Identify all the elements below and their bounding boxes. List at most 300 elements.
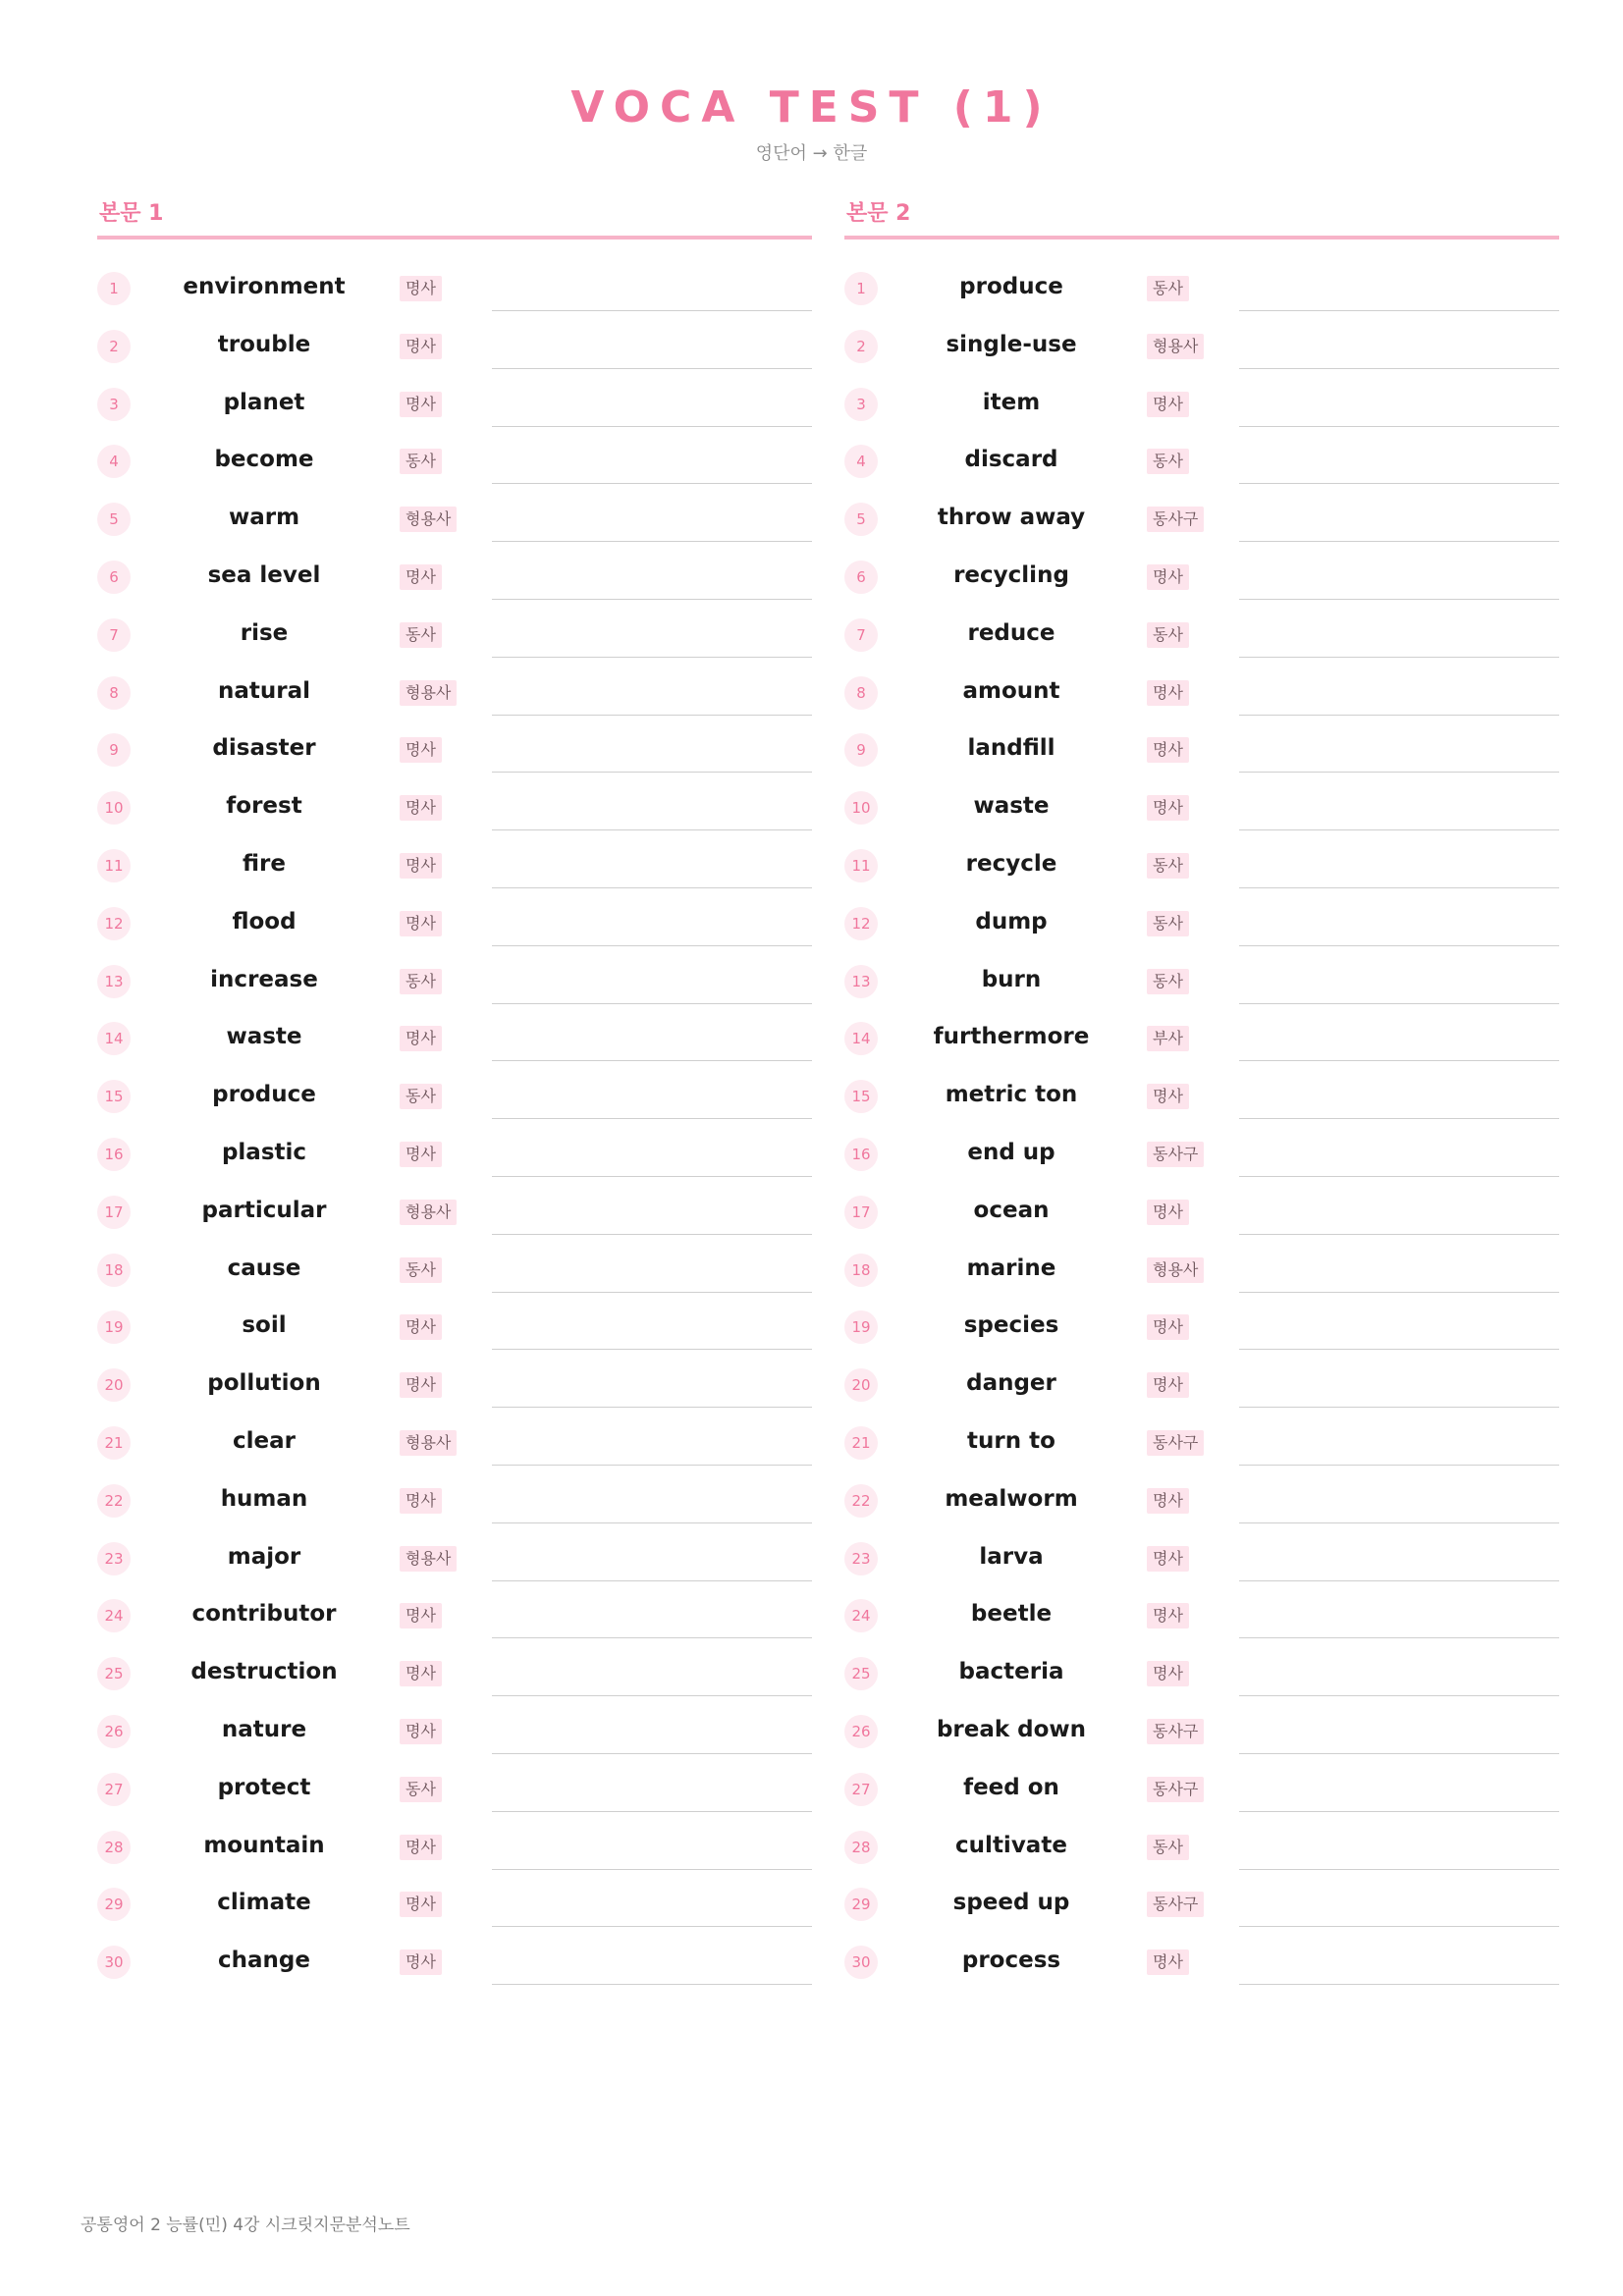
part-of-speech-badge: 부사	[1147, 1026, 1189, 1051]
list-item	[844, 1531, 1559, 1589]
item-number: 11	[844, 849, 878, 882]
list-item	[97, 492, 812, 550]
list-item	[844, 954, 1559, 1012]
list-item	[97, 1300, 812, 1358]
vocab-word: break down	[936, 1716, 1087, 1742]
vocab-word: dump	[975, 908, 1048, 934]
part-of-speech-badge: 명사	[400, 334, 442, 359]
list-item	[97, 1762, 812, 1820]
vocab-word: marine	[966, 1255, 1056, 1281]
item-number: 12	[97, 907, 131, 940]
vocab-word: reduce	[967, 619, 1055, 646]
answer-line[interactable]	[492, 945, 812, 946]
word-list	[844, 261, 1559, 1993]
list-item	[844, 838, 1559, 896]
list-item	[844, 492, 1559, 550]
vocab-word: single-use	[946, 331, 1077, 357]
item-number: 24	[844, 1599, 878, 1632]
item-number: 28	[97, 1831, 131, 1864]
answer-line[interactable]	[1239, 1984, 1559, 1985]
section-2	[844, 196, 1559, 1993]
answer-line[interactable]	[492, 1926, 812, 1927]
item-number: 16	[97, 1138, 131, 1171]
page-header	[0, 79, 1623, 165]
item-number: 10	[97, 791, 131, 825]
answer-line[interactable]	[1239, 368, 1559, 369]
list-item	[97, 377, 812, 435]
section-1	[97, 196, 812, 1993]
part-of-speech-badge: 명사	[400, 564, 442, 590]
answer-line[interactable]	[492, 541, 812, 542]
list-item	[844, 1588, 1559, 1646]
item-number: 3	[97, 388, 131, 421]
list-item	[97, 1531, 812, 1589]
part-of-speech-badge: 동사	[1147, 1835, 1189, 1860]
list-item	[844, 1762, 1559, 1820]
list-item	[844, 722, 1559, 780]
answer-line[interactable]	[1239, 1637, 1559, 1638]
item-number: 22	[97, 1484, 131, 1518]
part-of-speech-badge: 동사구	[1147, 1719, 1204, 1744]
answer-line[interactable]	[1239, 310, 1559, 311]
part-of-speech-badge: 명사	[400, 1488, 442, 1514]
item-number: 17	[97, 1196, 131, 1229]
part-of-speech-badge: 명사	[400, 1949, 442, 1975]
vocab-word: human	[220, 1485, 308, 1512]
part-of-speech-badge: 동사	[400, 969, 442, 994]
list-item	[844, 1820, 1559, 1878]
answer-line[interactable]	[1239, 426, 1559, 427]
vocab-word: fire	[243, 850, 286, 877]
list-item	[844, 1127, 1559, 1185]
list-item	[97, 1415, 812, 1473]
part-of-speech-badge: 동사구	[1147, 1430, 1204, 1456]
vocab-word: furthermore	[933, 1024, 1090, 1050]
item-number: 25	[97, 1657, 131, 1690]
vocab-word: forest	[226, 793, 302, 820]
vocab-word: increase	[210, 966, 318, 992]
list-item	[844, 319, 1559, 377]
answer-line[interactable]	[492, 1292, 812, 1293]
part-of-speech-badge: 명사	[1147, 392, 1189, 417]
item-number: 12	[844, 907, 878, 940]
part-of-speech-badge: 명사	[1147, 1488, 1189, 1514]
vocab-word: process	[961, 1948, 1061, 1974]
vocab-word: produce	[212, 1082, 316, 1108]
part-of-speech-badge: 명사	[400, 1892, 442, 1917]
vocab-word: landfill	[967, 735, 1055, 762]
answer-line[interactable]	[1239, 1811, 1559, 1812]
section-title: 본문 2	[844, 196, 1559, 240]
vocab-word: feed on	[963, 1774, 1059, 1800]
list-item	[97, 1935, 812, 1993]
answer-line[interactable]	[492, 1811, 812, 1812]
vocab-word: protect	[217, 1774, 311, 1800]
list-item	[97, 319, 812, 377]
part-of-speech-badge: 동사구	[1147, 1142, 1204, 1167]
part-of-speech-badge: 명사	[1147, 1546, 1189, 1572]
item-number: 2	[844, 330, 878, 363]
answer-line[interactable]	[1239, 1522, 1559, 1523]
part-of-speech-badge: 명사	[400, 1719, 442, 1744]
vocab-word: recycle	[965, 850, 1057, 877]
vocab-word: end up	[967, 1139, 1055, 1165]
part-of-speech-badge: 동사	[1147, 622, 1189, 648]
item-number: 2	[97, 330, 131, 363]
list-item	[97, 608, 812, 666]
answer-line[interactable]	[1239, 1234, 1559, 1235]
part-of-speech-badge: 형용사	[400, 1546, 457, 1572]
list-item	[844, 1011, 1559, 1069]
part-of-speech-badge: 명사	[1147, 564, 1189, 590]
list-item	[844, 666, 1559, 723]
vocab-word: flood	[232, 908, 297, 934]
answer-line[interactable]	[492, 1349, 812, 1350]
part-of-speech-badge: 명사	[400, 1026, 442, 1051]
answer-line[interactable]	[1239, 829, 1559, 830]
part-of-speech-badge: 명사	[400, 392, 442, 417]
vocab-word: trouble	[217, 331, 311, 357]
item-number: 4	[844, 445, 878, 478]
part-of-speech-badge: 명사	[1147, 1084, 1189, 1109]
answer-line[interactable]	[1239, 1060, 1559, 1061]
answer-line[interactable]	[1239, 1003, 1559, 1004]
item-number: 15	[844, 1080, 878, 1113]
footer-text: 공통영어 2 능률(민) 4강 시크릿지문분석노트	[81, 2216, 410, 2235]
item-number: 15	[97, 1080, 131, 1113]
list-item	[97, 1185, 812, 1243]
answer-line[interactable]	[492, 1176, 812, 1177]
answer-line[interactable]	[1239, 483, 1559, 484]
answer-line[interactable]	[492, 1695, 812, 1696]
vocab-word: climate	[217, 1890, 311, 1916]
item-number: 13	[97, 965, 131, 998]
item-number: 17	[844, 1196, 878, 1229]
part-of-speech-badge: 동사구	[1147, 1777, 1204, 1802]
vocab-word: clear	[233, 1427, 296, 1454]
part-of-speech-badge: 동사구	[1147, 1892, 1204, 1917]
list-item	[97, 1704, 812, 1762]
part-of-speech-badge: 명사	[400, 1372, 442, 1398]
part-of-speech-badge: 형용사	[400, 507, 457, 532]
vocab-word: amount	[962, 677, 1060, 704]
answer-line[interactable]	[492, 1234, 812, 1235]
item-number: 6	[844, 561, 878, 594]
vocab-word: species	[963, 1312, 1059, 1339]
answer-line[interactable]	[1239, 657, 1559, 658]
list-item	[97, 1646, 812, 1704]
vocab-word: item	[982, 389, 1041, 415]
vocab-word: become	[214, 447, 314, 473]
section-title: 본문 1	[97, 196, 812, 240]
vocab-word: throw away	[937, 505, 1086, 531]
answer-line[interactable]	[492, 599, 812, 600]
list-item	[844, 1877, 1559, 1935]
list-item	[97, 1877, 812, 1935]
part-of-speech-badge: 명사	[400, 276, 442, 301]
list-item	[844, 608, 1559, 666]
answer-line[interactable]	[1239, 599, 1559, 600]
item-number: 11	[97, 849, 131, 882]
list-item	[97, 1127, 812, 1185]
list-item	[844, 896, 1559, 954]
part-of-speech-badge: 형용사	[1147, 334, 1204, 359]
item-number: 22	[844, 1484, 878, 1518]
part-of-speech-badge: 명사	[400, 1603, 442, 1629]
vocab-word: danger	[966, 1370, 1056, 1397]
answer-line[interactable]	[1239, 1695, 1559, 1696]
answer-line[interactable]	[1239, 1465, 1559, 1466]
vocab-word: mealworm	[945, 1485, 1078, 1512]
list-item	[97, 666, 812, 723]
part-of-speech-badge: 명사	[1147, 680, 1189, 706]
part-of-speech-badge: 명사	[400, 911, 442, 936]
list-item	[844, 550, 1559, 608]
item-number: 14	[97, 1022, 131, 1055]
part-of-speech-badge: 명사	[400, 795, 442, 821]
vocab-word: cause	[227, 1255, 301, 1281]
answer-line[interactable]	[492, 1869, 812, 1870]
part-of-speech-badge: 동사	[1147, 911, 1189, 936]
part-of-speech-badge: 명사	[1147, 1372, 1189, 1398]
part-of-speech-badge: 동사	[400, 1777, 442, 1802]
answer-line[interactable]	[1239, 772, 1559, 773]
list-item	[844, 1300, 1559, 1358]
item-number: 30	[844, 1946, 878, 1979]
answer-line[interactable]	[492, 426, 812, 427]
answer-line[interactable]	[492, 1580, 812, 1581]
vocab-word: sea level	[207, 561, 321, 588]
part-of-speech-badge: 명사	[1147, 1949, 1189, 1975]
answer-line[interactable]	[492, 1060, 812, 1061]
vocab-word: mountain	[203, 1832, 325, 1858]
vocab-word: speed up	[952, 1890, 1070, 1916]
part-of-speech-badge: 명사	[400, 853, 442, 879]
vocab-word: produce	[959, 274, 1063, 299]
list-item	[97, 261, 812, 319]
answer-line[interactable]	[1239, 715, 1559, 716]
list-item	[844, 1415, 1559, 1473]
list-item	[97, 1588, 812, 1646]
item-number: 7	[97, 618, 131, 652]
vocab-word: particular	[201, 1197, 327, 1223]
part-of-speech-badge: 형용사	[1147, 1257, 1204, 1283]
item-number: 3	[844, 388, 878, 421]
item-number: 9	[844, 733, 878, 767]
item-number: 21	[844, 1426, 878, 1460]
part-of-speech-badge: 명사	[400, 737, 442, 763]
vocab-word: disaster	[212, 735, 316, 762]
list-item	[844, 1069, 1559, 1127]
list-item	[97, 838, 812, 896]
list-item	[97, 1011, 812, 1069]
item-number: 18	[844, 1254, 878, 1287]
answer-line[interactable]	[1239, 1926, 1559, 1927]
answer-line[interactable]	[492, 887, 812, 888]
item-number: 25	[844, 1657, 878, 1690]
list-item	[97, 954, 812, 1012]
item-number: 28	[844, 1831, 878, 1864]
vocab-word: burn	[981, 966, 1042, 992]
list-item	[97, 550, 812, 608]
answer-line[interactable]	[1239, 1349, 1559, 1350]
part-of-speech-badge: 형용사	[400, 680, 457, 706]
answer-line[interactable]	[492, 1003, 812, 1004]
item-number: 4	[97, 445, 131, 478]
vocab-word: warm	[228, 505, 300, 531]
vocab-word: plastic	[221, 1139, 307, 1165]
answer-line[interactable]	[492, 368, 812, 369]
item-number: 6	[97, 561, 131, 594]
vocab-word: waste	[973, 793, 1050, 820]
answer-line[interactable]	[492, 715, 812, 716]
vocab-word: major	[227, 1543, 301, 1570]
vocab-word: discard	[964, 447, 1058, 473]
item-number: 1	[97, 272, 131, 305]
list-item	[97, 1358, 812, 1415]
list-item	[844, 1185, 1559, 1243]
part-of-speech-badge: 명사	[1147, 1314, 1189, 1340]
part-of-speech-badge: 명사	[1147, 795, 1189, 821]
answer-line[interactable]	[492, 772, 812, 773]
list-item	[844, 1935, 1559, 1993]
item-number: 18	[97, 1254, 131, 1287]
vocab-word: rise	[240, 619, 289, 646]
vocab-word: contributor	[191, 1601, 337, 1628]
part-of-speech-badge: 명사	[400, 1142, 442, 1167]
item-number: 7	[844, 618, 878, 652]
item-number: 21	[97, 1426, 131, 1460]
item-number: 27	[97, 1773, 131, 1806]
answer-line[interactable]	[1239, 1118, 1559, 1119]
item-number: 30	[97, 1946, 131, 1979]
vocab-word: natural	[217, 677, 310, 704]
list-item	[844, 1646, 1559, 1704]
word-list	[97, 261, 812, 1993]
item-number: 26	[844, 1715, 878, 1748]
part-of-speech-badge: 동사	[1147, 449, 1189, 474]
answer-line[interactable]	[492, 1522, 812, 1523]
answer-line[interactable]	[1239, 1292, 1559, 1293]
answer-line[interactable]	[1239, 1869, 1559, 1870]
item-number: 20	[844, 1368, 878, 1402]
part-of-speech-badge: 동사구	[1147, 507, 1204, 532]
answer-line[interactable]	[492, 1465, 812, 1466]
list-item	[844, 261, 1559, 319]
item-number: 19	[97, 1310, 131, 1344]
list-item	[844, 1358, 1559, 1415]
list-item	[844, 377, 1559, 435]
part-of-speech-badge: 형용사	[400, 1430, 457, 1456]
answer-line[interactable]	[492, 829, 812, 830]
item-number: 26	[97, 1715, 131, 1748]
item-number: 24	[97, 1599, 131, 1632]
answer-line[interactable]	[492, 310, 812, 311]
answer-line[interactable]	[1239, 1176, 1559, 1177]
list-item	[97, 780, 812, 838]
answer-line[interactable]	[1239, 887, 1559, 888]
page-title: VOCA TEST (1)	[570, 82, 1053, 133]
answer-line[interactable]	[1239, 1580, 1559, 1581]
list-item	[844, 434, 1559, 492]
answer-line[interactable]	[492, 1753, 812, 1754]
item-number: 23	[97, 1542, 131, 1575]
item-number: 13	[844, 965, 878, 998]
vocab-word: recycling	[953, 561, 1069, 588]
part-of-speech-badge: 동사	[1147, 969, 1189, 994]
vocab-word: soil	[242, 1312, 287, 1339]
item-number: 5	[97, 503, 131, 536]
part-of-speech-badge: 동사	[400, 1084, 442, 1109]
vocab-word: turn to	[967, 1427, 1055, 1454]
item-number: 29	[97, 1888, 131, 1921]
item-number: 27	[844, 1773, 878, 1806]
part-of-speech-badge: 동사	[400, 622, 442, 648]
vocab-word: nature	[221, 1716, 307, 1742]
list-item	[844, 1704, 1559, 1762]
answer-line[interactable]	[492, 657, 812, 658]
list-item	[97, 1820, 812, 1878]
item-number: 8	[844, 676, 878, 710]
list-item	[97, 1069, 812, 1127]
vocab-word: cultivate	[955, 1832, 1067, 1858]
item-number: 29	[844, 1888, 878, 1921]
part-of-speech-badge: 동사	[400, 1257, 442, 1283]
part-of-speech-badge: 형용사	[400, 1200, 457, 1225]
list-item	[844, 780, 1559, 838]
item-number: 5	[844, 503, 878, 536]
answer-line[interactable]	[492, 1118, 812, 1119]
part-of-speech-badge: 명사	[400, 1835, 442, 1860]
vocab-word: metric ton	[945, 1082, 1078, 1108]
answer-line[interactable]	[492, 1407, 812, 1408]
list-item	[844, 1243, 1559, 1301]
answer-line[interactable]	[492, 1637, 812, 1638]
vocab-word: pollution	[207, 1370, 321, 1397]
item-number: 23	[844, 1542, 878, 1575]
answer-line[interactable]	[1239, 1407, 1559, 1408]
vocab-word: bacteria	[958, 1659, 1064, 1685]
answer-line[interactable]	[1239, 945, 1559, 946]
answer-line[interactable]	[1239, 541, 1559, 542]
item-number: 14	[844, 1022, 878, 1055]
item-number: 9	[97, 733, 131, 767]
part-of-speech-badge: 명사	[400, 1314, 442, 1340]
list-item	[844, 1473, 1559, 1531]
vocab-word: change	[218, 1948, 310, 1974]
vocab-word: planet	[223, 389, 305, 415]
vocab-word: larva	[979, 1543, 1044, 1570]
answer-line[interactable]	[492, 1984, 812, 1985]
vocab-word: ocean	[973, 1197, 1050, 1223]
part-of-speech-badge: 명사	[1147, 1661, 1189, 1686]
part-of-speech-badge: 명사	[400, 1661, 442, 1686]
answer-line[interactable]	[1239, 1753, 1559, 1754]
item-number: 16	[844, 1138, 878, 1171]
item-number: 20	[97, 1368, 131, 1402]
part-of-speech-badge: 동사	[400, 449, 442, 474]
list-item	[97, 1473, 812, 1531]
part-of-speech-badge: 동사	[1147, 276, 1189, 301]
list-item	[97, 1243, 812, 1301]
part-of-speech-badge: 명사	[1147, 1603, 1189, 1629]
item-number: 8	[97, 676, 131, 710]
vocab-word: destruction	[190, 1659, 338, 1685]
list-item	[97, 434, 812, 492]
vocab-word: waste	[226, 1024, 302, 1050]
answer-line[interactable]	[492, 483, 812, 484]
item-number: 10	[844, 791, 878, 825]
